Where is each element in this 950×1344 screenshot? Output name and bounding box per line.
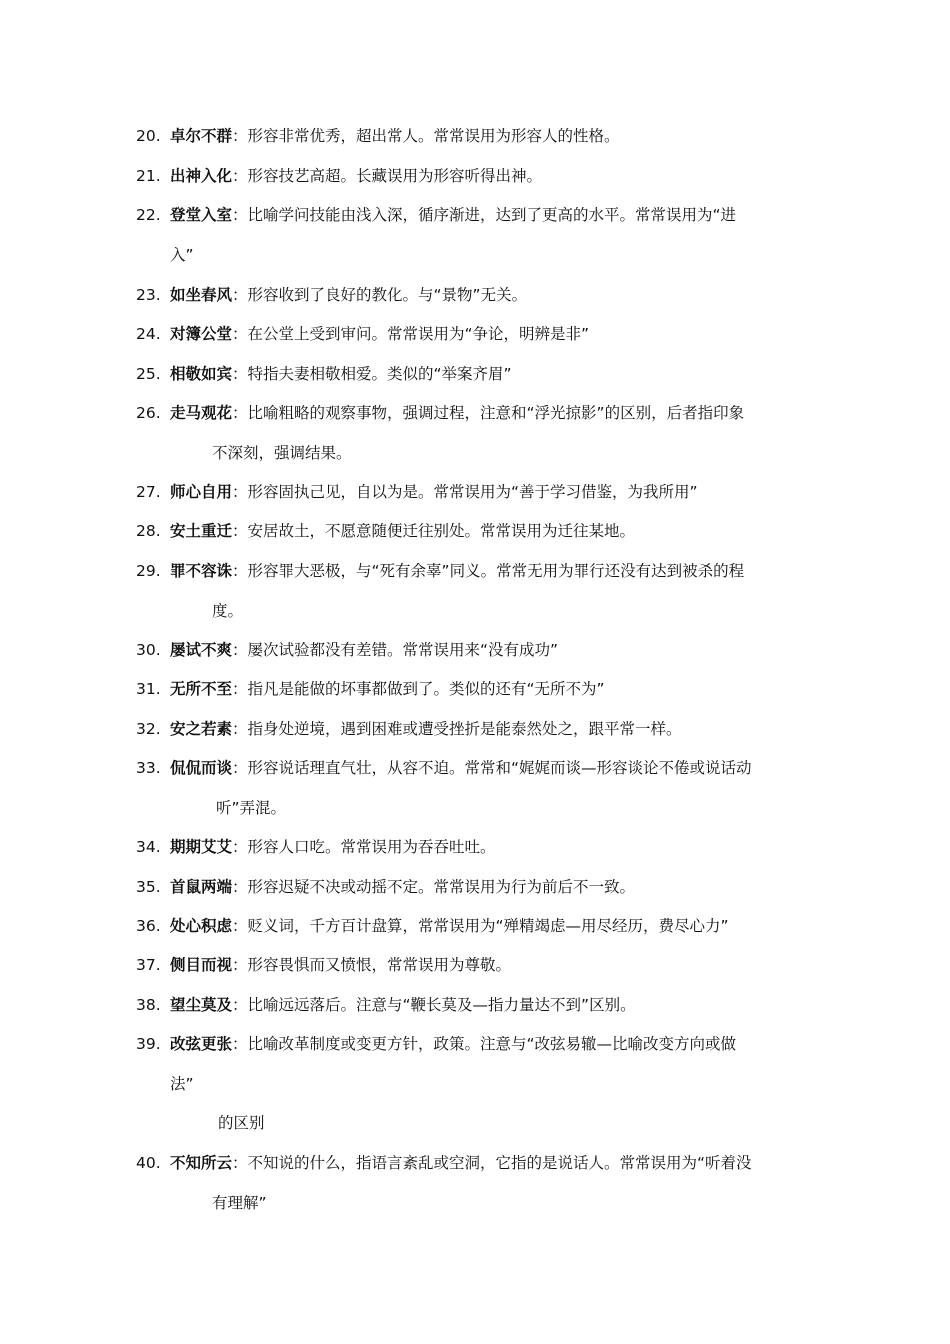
list-item <box>136 946 826 986</box>
item-definition: ：指身处逆境，遇到困难或遭受挫折是能泰然处之，跟平常一样。 <box>232 720 682 738</box>
item-term: 望尘莫及 <box>170 996 233 1014</box>
item-term: 屡试不爽 <box>170 641 233 659</box>
item-number: 30. <box>136 641 161 659</box>
item-number: 25. <box>136 365 161 383</box>
item-number: 29. <box>136 562 161 580</box>
item-definition: ：指凡是能做的坏事都做到了。类似的还有“无所不为” <box>232 680 605 698</box>
item-definition: ：比喻学问技能由浅入深，循序渐进，达到了更高的水平。常常误用为“进 <box>232 206 737 224</box>
item-continuation: 不深刻，强调结果。 <box>212 443 352 462</box>
list-item <box>136 315 826 355</box>
item-definition: ：形容人口吃。常常误用为吞吞吐吐。 <box>232 838 496 856</box>
item-definition: ：不知说的什么，指语言紊乱或空洞，它指的是说话人。常常误用为“听着没 <box>232 1154 752 1172</box>
item-definition: ：形容技艺高超。长藏误用为形容听得出神。 <box>232 167 543 185</box>
item-term: 侧目而视 <box>170 956 233 974</box>
list-item <box>136 631 826 671</box>
item-continuation: 有理解” <box>212 1193 267 1212</box>
list-item <box>136 157 826 197</box>
item-term: 期期艾艾 <box>170 838 233 856</box>
item-number: 20. <box>136 127 161 145</box>
item-definition: ：形容说话理直气壮，从容不迫。常常和“娓娓而谈—形容谈论不倦或说话动 <box>232 759 752 777</box>
list-item <box>136 117 826 157</box>
item-continuation: 听”弄混。 <box>216 798 287 817</box>
item-continuation: 度。 <box>212 601 244 620</box>
item-term: 无所不至 <box>170 680 233 698</box>
item-number: 32. <box>136 720 161 738</box>
item-term: 师心自用 <box>170 483 233 501</box>
list-item <box>136 394 826 473</box>
item-number: 38. <box>136 996 161 1014</box>
item-number: 27. <box>136 483 161 501</box>
item-number: 39. <box>136 1035 161 1053</box>
item-definition: ：在公堂上受到审问。常常误用为“争论，明辨是非” <box>232 325 590 343</box>
item-term: 出神入化 <box>170 167 233 185</box>
item-definition: ：形容收到了良好的教化。与“景物”无关。 <box>232 286 528 304</box>
item-number: 23. <box>136 286 161 304</box>
list-item <box>136 355 826 395</box>
list-item <box>136 1144 826 1223</box>
item-definition: ：比喻粗略的观察事物，强调过程，注意和“浮光掠影”的区别，后者指印象 <box>232 404 745 422</box>
list-item <box>136 828 826 868</box>
item-definition: ：形容非常优秀，超出常人。常常误用为形容人的性格。 <box>232 127 620 145</box>
item-continuation: 的区别 <box>218 1114 265 1132</box>
item-term: 走马观花 <box>170 404 233 422</box>
item-term: 安之若素 <box>170 720 233 738</box>
item-definition: ：形容固执己见，自以为是。常常误用为“善于学习借鉴，为我所用” <box>232 483 698 501</box>
item-continuation: 入” <box>170 245 194 264</box>
item-number: 26. <box>136 404 161 422</box>
item-number: 37. <box>136 956 161 974</box>
list-item <box>136 986 826 1026</box>
item-term: 改弦更张 <box>170 1035 233 1053</box>
item-number: 40. <box>136 1154 161 1172</box>
item-term: 侃侃而谈 <box>170 759 233 777</box>
list-item <box>136 868 826 908</box>
item-definition: ：比喻远远落后。注意与“鞭长莫及—指力量达不到”区别。 <box>232 996 636 1014</box>
item-term: 罪不容诛 <box>170 562 233 580</box>
item-number: 33. <box>136 759 161 777</box>
item-definition: ：形容罪大恶极，与“死有余辜”同义。常常无用为罪行还没有达到被杀的程 <box>232 562 745 580</box>
item-term: 不知所云 <box>170 1154 233 1172</box>
item-definition: ：形容迟疑不决或动摇不定。常常误用为行为前后不一致。 <box>232 878 636 896</box>
list-item <box>136 1025 826 1144</box>
item-number: 31. <box>136 680 161 698</box>
item-term: 对簿公堂 <box>170 325 233 343</box>
list-item <box>136 670 826 710</box>
item-definition: ：形容畏惧而又愤恨，常常误用为尊敬。 <box>232 956 512 974</box>
item-definition: ：屡次试验都没有差错。常常误用来“没有成功” <box>232 641 559 659</box>
item-term: 卓尔不群 <box>170 127 233 145</box>
list-item <box>136 749 826 828</box>
item-term: 首鼠两端 <box>170 878 233 896</box>
item-definition: ：贬义词，千方百计盘算，常常误用为“殚精竭虑—用尽经历，费尽心力” <box>232 917 729 935</box>
item-definition: ：比喻改革制度或变更方针，政策。注意与“改弦易辙—比喻改变方向或做 <box>232 1035 737 1053</box>
item-term: 登堂入室 <box>170 206 233 224</box>
item-number: 36. <box>136 917 161 935</box>
list-item <box>136 196 826 275</box>
item-definition: ：安居故土，不愿意随便迁往别处。常常误用为迁往某地。 <box>232 522 636 540</box>
item-number: 34. <box>136 838 161 856</box>
item-number: 28. <box>136 522 161 540</box>
item-term: 安土重迁 <box>170 522 233 540</box>
item-definition: ：特指夫妻相敬相爱。类似的“举案齐眉” <box>232 365 512 383</box>
item-number: 35. <box>136 878 161 896</box>
item-number: 22. <box>136 206 161 224</box>
list-item <box>136 473 826 513</box>
item-term: 相敬如宾 <box>170 365 233 383</box>
list-item <box>136 552 826 631</box>
list-item <box>136 276 826 316</box>
item-term: 如坐春风 <box>170 286 233 304</box>
item-number: 21. <box>136 167 161 185</box>
list-item <box>136 710 826 750</box>
list-item <box>136 512 826 552</box>
item-number: 24. <box>136 325 161 343</box>
item-term: 处心积虑 <box>170 917 233 935</box>
item-continuation: 法” <box>170 1074 194 1093</box>
list-item <box>136 907 826 947</box>
